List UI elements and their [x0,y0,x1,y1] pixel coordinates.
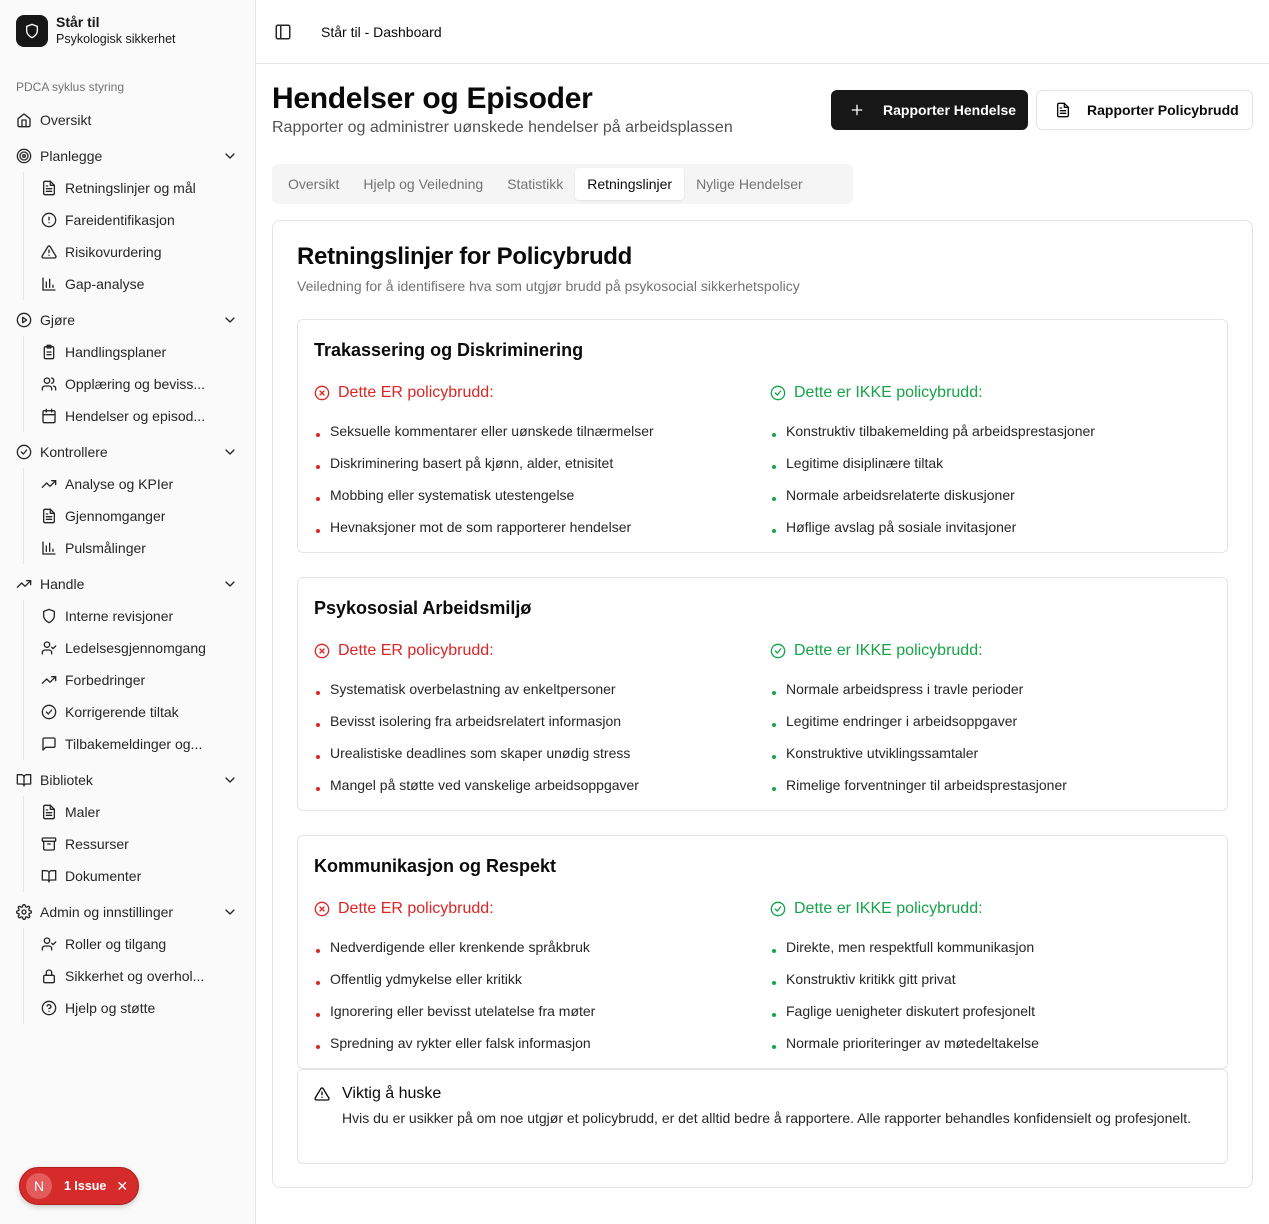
help-circle-icon [41,1000,57,1016]
bullet-dot [772,723,776,727]
sidebar-submenu-kontrollere [23,468,256,564]
bullet-dot [772,949,776,953]
non-violation-item: Høflige avslag på sosiale invitasjoner [786,519,1017,535]
brand[interactable] [16,14,176,48]
list-item [770,415,1210,447]
violation-item: Hevnaksjoner mot de som rapporterer hendelser [330,519,632,535]
sidebar-group-kontrollere[interactable] [0,436,256,468]
sidebar-item-pulsmalinger[interactable] [24,532,256,564]
violation-item: Mobbing eller systematisk utestengelse [330,487,575,503]
report-policy-breach-button[interactable] [1036,90,1253,130]
non-violation-item: Normale arbeidsrelaterte diskusjoner [786,487,1015,503]
non-violation-item: Konstruktiv tilbakemelding på arbeidsprestasjoner [786,423,1095,439]
close-icon[interactable]: ✕ [116,1177,129,1194]
sidebar-group-handle[interactable] [0,568,256,600]
list-item [314,705,754,737]
violations-column [314,641,754,801]
non-violation-item: Legitime disiplinære tiltak [786,455,944,471]
list-item [314,769,754,801]
sidebar-item-label: Opplæring og beviss... [65,376,206,392]
non-violations-label: Dette er IKKE policybrudd: [794,642,983,659]
violation-item: Ignorering eller bevisst utelatelse fra møter [330,1003,596,1019]
sidebar-group-label-text: Planlegge [40,148,103,164]
sidebar-group-admin[interactable] [0,896,256,928]
guideline-section [297,577,1228,811]
bullet-dot [772,981,776,985]
users-icon [41,376,57,392]
bullet-dot [772,787,776,791]
sidebar-group-planlegge[interactable] [0,140,256,172]
violation-item: Seksuelle kommentarer eller uønskede tilnærmelser [330,423,654,439]
sidebar-item-label: Hendelser og episod... [65,408,206,424]
bullet-dot [772,755,776,759]
sidebar-item-label: Roller og tilgang [65,936,167,952]
non-violation-item: Legitime endringer i arbeidsoppgaver [786,713,1018,729]
trending-up-icon [41,476,57,492]
sidebar-item-forbedringer[interactable] [24,664,256,696]
sidebar-item-gjennomganger[interactable] [24,500,256,532]
important-alert [297,1069,1228,1164]
report-incident-button[interactable] [831,90,1028,130]
sidebar-item-sikkerhet[interactable] [24,960,256,992]
calendar-icon [41,408,57,424]
non-violation-item: Konstruktive utviklingssamtaler [786,745,979,761]
violations-column [314,383,754,543]
issue-indicator[interactable] [19,1167,139,1205]
bullet-dot [316,787,320,791]
non-violations-heading [770,899,1210,919]
page-title: Hendelser og Episoder [272,82,593,115]
non-violation-item: Konstruktiv kritikk gitt privat [786,971,956,987]
bullet-dot [316,1045,320,1049]
bullet-dot [316,433,320,437]
sidebar-group-bibliotek[interactable] [0,764,256,796]
brand-name: Står til [56,14,100,30]
violations-list [314,415,754,543]
bullet-dot [772,497,776,501]
sidebar-item-tilbakemeldinger[interactable] [24,728,256,760]
list-item [314,737,754,769]
sidebar-submenu-bibliotek [23,796,256,892]
bullet-dot [772,1013,776,1017]
sidebar [0,0,256,1224]
bullet-dot [316,949,320,953]
guidelines-card [272,220,1253,1188]
file-text-icon [41,180,57,196]
chevron-down-icon [222,444,238,460]
sidebar-group-label-text: Admin og innstillinger [40,904,174,920]
non-violations-label: Dette er IKKE policybrudd: [794,384,983,401]
non-violations-column [770,899,1210,1059]
sidebar-item-label: Retningslinjer og mål [65,180,196,196]
warning-triangle-icon [314,1086,330,1102]
list-item [314,447,754,479]
card-title: Retningslinjer for Policybrudd [297,243,633,270]
non-violations-list [770,673,1210,801]
check-circle-icon [41,704,57,720]
sidebar-item-label: Forbedringer [65,672,146,688]
bullet-dot [316,691,320,695]
violations-list [314,673,754,801]
bullet-dot [772,433,776,437]
non-violation-item: Normale arbeidspress i travle perioder [786,681,1024,697]
sidebar-submenu-gjore [23,336,256,432]
shield-icon [16,15,48,47]
bullet-dot [316,497,320,501]
non-violations-label: Dette er IKKE policybrudd: [794,900,983,917]
list-item [314,995,754,1027]
list-item [314,511,754,543]
non-violation-item: Faglige uenigheter diskutert profesjonelt [786,1003,1036,1019]
sidebar-item-label: Fareidentifikasjon [65,212,175,228]
list-item [770,511,1210,543]
target-icon [16,148,32,164]
check-circle-icon [770,643,786,659]
sidebar-item-label: Interne revisjoner [65,608,174,624]
bullet-dot [316,723,320,727]
check-circle-icon [16,444,32,460]
lock-icon [41,968,57,984]
file-text-icon [41,508,57,524]
list-item [314,1027,754,1059]
list-item [770,479,1210,511]
violation-item: Mangel på støtte ved vanskelige arbeidsoppgaver [330,777,639,793]
list-item [770,931,1210,963]
trending-up-icon [16,576,32,592]
book-open-icon [16,772,32,788]
gear-icon [16,904,32,920]
violation-item: Bevisst isolering fra arbeidsrelatert informasjon [330,713,622,729]
list-item [770,673,1210,705]
bar-chart-icon [41,540,57,556]
user-check-icon [41,640,57,656]
sidebar-item-label: Maler [65,804,101,820]
chevron-down-icon [222,576,238,592]
page-subtitle: Rapporter og administrer uønskede hendelser på arbeidsplassen [272,119,733,136]
non-violations-list [770,415,1210,543]
violations-column [314,899,754,1059]
bullet-dot [772,529,776,533]
archive-icon [41,836,57,852]
list-item [770,769,1210,801]
sidebar-item-dokumenter[interactable] [24,860,256,892]
bullet-dot [772,1045,776,1049]
issue-avatar: N [26,1173,52,1199]
non-violations-list [770,931,1210,1059]
list-item [770,705,1210,737]
sidebar-item-label: Analyse og KPIer [65,476,174,492]
sidebar-group-label-text: Bibliotek [40,772,93,788]
home-icon [16,112,32,128]
violation-item: Systematisk overbelastning av enkeltpersoner [330,681,616,697]
sidebar-item-oversikt[interactable] [0,104,256,136]
list-item [314,963,754,995]
tab-retningslinjer[interactable]: Retningslinjer [575,168,684,200]
sidebar-item-label: Ressurser [65,836,129,852]
bullet-dot [772,465,776,469]
bullet-dot [316,981,320,985]
sidebar-submenu-admin [23,928,256,1024]
tab-oversikt[interactable]: Oversikt [288,176,340,192]
bullet-dot [316,529,320,533]
violation-item: Diskriminering basert på kjønn, alder, etnisitet [330,455,614,471]
sidebar-item-label: Dokumenter [65,868,142,884]
violations-label: Dette ER policybrudd: [338,900,494,917]
sidebar-item-label: Gjennomganger [65,508,166,524]
card-subtitle: Veiledning for å identifisere hva som utgjør brudd på psykosocial sikkerhetspolicy [297,278,800,294]
violation-item: Spredning av rykter eller falsk informasjon [330,1035,591,1051]
sidebar-item-interne-revisjoner[interactable] [24,600,256,632]
violation-item: Offentlig ydmykelse eller kritikk [330,971,522,987]
sidebar-item-opplaering[interactable] [24,368,256,400]
non-violations-heading [770,383,1210,403]
warning-triangle-icon [41,244,57,260]
list-item [314,673,754,705]
check-circle-icon [770,385,786,401]
non-violations-heading [770,641,1210,661]
section-title: Psykososial Arbeidsmiljø [314,598,532,618]
tab-statistikk[interactable]: Statistikk [507,176,564,192]
breadcrumb: Står til - Dashboard [321,23,442,40]
list-item [770,963,1210,995]
message-square-icon [41,736,57,752]
sidebar-item-maler[interactable] [24,796,256,828]
sidebar-item-label: Oversikt [40,112,92,128]
sidebar-item-analyse[interactable] [24,468,256,500]
bullet-dot [316,755,320,759]
chevron-down-icon [222,148,238,164]
list-item [770,447,1210,479]
alert-circle-icon [41,212,57,228]
sidebar-item-label: Gap-analyse [65,276,145,292]
violations-heading [314,383,754,403]
alert-title: Viktig å huske [342,1085,442,1102]
x-circle-icon [314,901,330,917]
guideline-section [297,319,1228,553]
guideline-section [297,835,1228,1069]
issue-count: 1 Issue [64,1179,107,1193]
non-violations-column [770,383,1210,543]
sidebar-item-hendelser[interactable] [24,400,256,432]
section-title: Kommunikasjon og Respekt [314,856,557,876]
file-text-icon [41,804,57,820]
violations-list [314,931,754,1059]
sidebar-item-label: Korrigerende tiltak [65,704,179,720]
x-circle-icon [314,385,330,401]
shield-icon [41,608,57,624]
sidebar-group-gjore[interactable] [0,304,256,336]
violation-item: Nedverdigende eller krenkende språkbruk [330,939,590,955]
report-incident-label: Rapporter Hendelse [883,102,1017,118]
sidebar-nav [0,104,256,1024]
violation-item: Urealistiske deadlines som skaper unødig stress [330,745,631,761]
list-item [314,931,754,963]
report-policy-breach-label: Rapporter Policybrudd [1087,102,1239,118]
non-violation-item: Rimelige forventninger til arbeidsprestasjoner [786,777,1067,793]
sidebar-item-label: Pulsmålinger [65,540,146,556]
sidebar-item-label: Handlingsplaner [65,344,167,360]
chevron-down-icon [222,772,238,788]
play-circle-icon [16,312,32,328]
section-title: Trakassering og Diskriminering [314,340,584,360]
plus-icon [849,102,865,118]
user-check-icon [41,936,57,952]
list-item [314,479,754,511]
sidebar-item-retningslinjer[interactable] [24,172,256,204]
sidebar-item-ressurser[interactable] [24,828,256,860]
sidebar-item-handlingsplaner[interactable] [24,336,256,368]
list-item [770,737,1210,769]
violations-label: Dette ER policybrudd: [338,642,494,659]
trending-up-icon [41,672,57,688]
sidebar-item-hjelp[interactable] [24,992,256,1024]
sidebar-group-label-text: Kontrollere [40,444,108,460]
alert-text: Hvis du er usikker på om noe utgjør et policybrudd, er det alltid bedre å rapportere. Alle rapporter behandles konfidensielt og profesjonelt. [342,1110,1192,1126]
chevron-down-icon [222,904,238,920]
sidebar-group-label: PDCA syklus styring [16,80,125,94]
non-violation-item: Normale prioriteringer av møtedeltakelse [786,1035,1039,1051]
sidebar-item-risikovurdering[interactable] [24,236,256,268]
sidebar-item-korrigerende-tiltak[interactable] [24,696,256,728]
bullet-dot [772,691,776,695]
x-circle-icon [314,643,330,659]
bar-chart-icon [41,276,57,292]
sidebar-item-ledelsesgjennomgang[interactable] [24,632,256,664]
sidebar-item-label: Sikkerhet og overhol... [65,968,205,984]
violations-label: Dette ER policybrudd: [338,384,494,401]
tab-hjelp[interactable]: Hjelp og Veiledning [363,176,484,192]
sidebar-item-fareidentifikasjon[interactable] [24,204,256,236]
sidebar-item-label: Ledelsesgjennomgang [65,640,206,656]
sidebar-group-label-text: Handle [40,576,85,592]
tab-nylige-hendelser[interactable]: Nylige Hendelser [696,176,803,192]
non-violations-column [770,641,1210,801]
sidebar-submenu-planlegge [23,172,256,300]
list-item [770,995,1210,1027]
list-item [314,415,754,447]
sidebar-item-gap-analyse[interactable] [24,268,256,300]
bullet-dot [316,1013,320,1017]
sidebar-item-label: Tilbakemeldinger og... [65,736,203,752]
top-bar [256,0,1269,64]
file-text-icon [1055,102,1071,118]
tab-list [272,164,853,204]
violations-heading [314,899,754,919]
non-violation-item: Direkte, men respektfull kommunikasjon [786,939,1035,955]
brand-subtitle: Psykologisk sikkerhet [56,32,176,46]
check-circle-icon [770,901,786,917]
sidebar-toggle-icon[interactable] [274,23,292,41]
bullet-dot [316,465,320,469]
sidebar-item-label: Risikovurdering [65,244,162,260]
sidebar-item-label: Hjelp og støtte [65,1000,156,1016]
chevron-down-icon [222,312,238,328]
sidebar-submenu-handle [23,600,256,760]
book-open-icon [41,868,57,884]
list-item [770,1027,1210,1059]
sidebar-group-label-text: Gjøre [40,312,75,328]
violations-heading [314,641,754,661]
clipboard-icon [41,344,57,360]
sidebar-item-roller[interactable] [24,928,256,960]
